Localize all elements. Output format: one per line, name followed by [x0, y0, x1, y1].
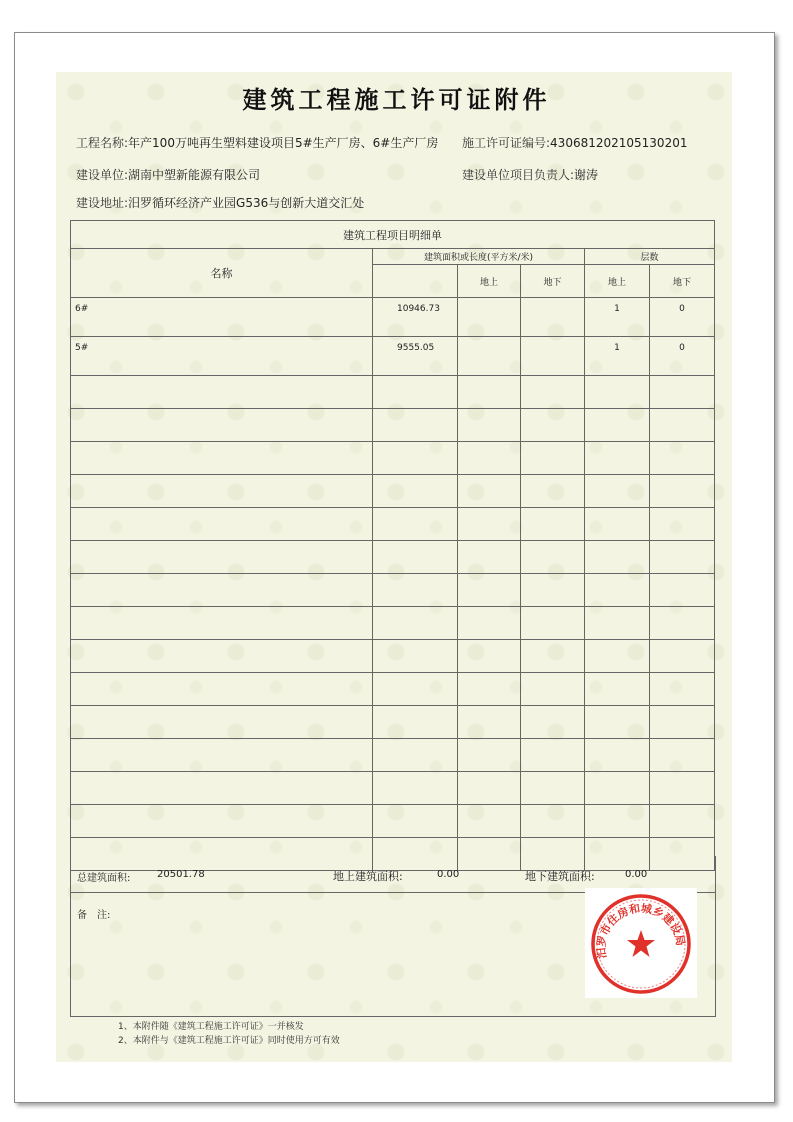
- row-floors-above-cell: [585, 706, 650, 739]
- row-floors-above-cell: 1: [585, 337, 650, 376]
- row-floors-below-cell: [650, 772, 715, 805]
- table-row: [71, 376, 715, 409]
- project-manager-label: 建设单位项目负责人:: [462, 168, 575, 182]
- row-area-cell: [373, 706, 458, 739]
- permit-number-line: [462, 134, 687, 151]
- row-area-cell: [373, 607, 458, 640]
- project-name-line: [76, 134, 438, 151]
- row-floors-below-cell: [650, 475, 715, 508]
- row-area-above-cell: [458, 739, 521, 772]
- row-area-below-cell: [521, 376, 585, 409]
- row-area-above-cell: [458, 673, 521, 706]
- row-area-below-cell: [521, 739, 585, 772]
- table-row: [71, 772, 715, 805]
- column-area-below-header: 地下: [521, 265, 585, 298]
- address-label: 建设地址:: [76, 196, 129, 210]
- total-area-label: 总建筑面积:: [77, 873, 131, 884]
- row-area-above-cell: [458, 772, 521, 805]
- row-name-cell: 5#: [71, 337, 373, 376]
- row-name-cell: [71, 739, 373, 772]
- below-area-value: 0.00: [625, 869, 648, 880]
- row-floors-above-cell: [585, 805, 650, 838]
- row-area-above-cell: [458, 640, 521, 673]
- row-name-cell: [71, 376, 373, 409]
- row-floors-below-cell: 0: [650, 298, 715, 337]
- row-floors-above-cell: [585, 409, 650, 442]
- column-floors-header: 层数: [585, 249, 715, 265]
- seal-text: 汨罗市住房和城乡建设局: [594, 901, 688, 960]
- row-area-above-cell: [458, 376, 521, 409]
- row-floors-above-cell: [585, 673, 650, 706]
- row-floors-above-cell: [585, 607, 650, 640]
- row-floors-above-cell: [585, 442, 650, 475]
- above-area-value: 0.00: [437, 869, 460, 880]
- row-floors-below-cell: [650, 574, 715, 607]
- row-area-below-cell: [521, 805, 585, 838]
- table-row: [71, 298, 715, 337]
- row-floors-below-cell: [650, 541, 715, 574]
- row-name-cell: [71, 475, 373, 508]
- row-floors-above-cell: [585, 772, 650, 805]
- row-name-cell: [71, 706, 373, 739]
- permit-number-value: 430681202105130201: [550, 136, 688, 150]
- row-area-above-cell: [458, 541, 521, 574]
- row-area-above-cell: [458, 298, 521, 337]
- row-name-cell: [71, 607, 373, 640]
- project-detail-table: [70, 220, 715, 871]
- table-row: [71, 541, 715, 574]
- row-floors-below-cell: [650, 805, 715, 838]
- total-area-value: 20501.78: [157, 869, 205, 880]
- row-area-below-cell: [521, 640, 585, 673]
- construction-unit-value: 湖南中塑新能源有限公司: [128, 168, 261, 182]
- row-floors-above-cell: 1: [585, 298, 650, 337]
- project-name-value: 年产100万吨再生塑料建设项目5#生产厂房、6#生产厂房: [128, 136, 439, 150]
- row-area-below-cell: [521, 337, 585, 376]
- row-name-cell: [71, 673, 373, 706]
- row-area-above-cell: [458, 706, 521, 739]
- column-floors-above-header: 地上: [585, 265, 650, 298]
- row-area-above-cell: [458, 508, 521, 541]
- table-row: [71, 640, 715, 673]
- row-floors-above-cell: [585, 739, 650, 772]
- row-floors-below-cell: [650, 508, 715, 541]
- table-row: [71, 442, 715, 475]
- table-row: [71, 805, 715, 838]
- row-floors-above-cell: [585, 541, 650, 574]
- row-area-below-cell: [521, 706, 585, 739]
- row-name-cell: [71, 442, 373, 475]
- row-name-cell: [71, 805, 373, 838]
- column-area-above-header: 地上: [458, 265, 521, 298]
- project-name-label: 工程名称:: [76, 136, 129, 150]
- row-floors-below-cell: 0: [650, 337, 715, 376]
- page-title: 建筑工程施工许可证附件: [242, 85, 551, 114]
- row-area-cell: [373, 673, 458, 706]
- row-area-above-cell: [458, 337, 521, 376]
- row-area-below-cell: [521, 673, 585, 706]
- row-area-below-cell: [521, 772, 585, 805]
- column-name-header: 名称: [71, 249, 373, 298]
- row-name-cell: 6#: [71, 298, 373, 337]
- project-manager-value: 谢涛: [574, 168, 599, 182]
- row-name-cell: [71, 640, 373, 673]
- row-area-below-cell: [521, 475, 585, 508]
- column-floors-below-header: 地下: [650, 265, 715, 298]
- table-row: [71, 574, 715, 607]
- row-area-above-cell: [458, 607, 521, 640]
- construction-unit-label: 建设单位:: [76, 168, 129, 182]
- row-floors-below-cell: [650, 409, 715, 442]
- below-area-label: 地下建筑面积:: [525, 870, 595, 883]
- table-caption: 建筑工程项目明细单: [71, 221, 715, 249]
- row-area-below-cell: [521, 574, 585, 607]
- row-area-above-cell: [458, 475, 521, 508]
- row-name-cell: [71, 541, 373, 574]
- row-floors-below-cell: [650, 673, 715, 706]
- row-floors-below-cell: [650, 640, 715, 673]
- row-area-cell: [373, 442, 458, 475]
- table-body: [71, 298, 715, 871]
- table-row: [71, 739, 715, 772]
- row-name-cell: [71, 508, 373, 541]
- row-floors-above-cell: [585, 475, 650, 508]
- address-line: [76, 194, 364, 211]
- row-area-cell: [373, 376, 458, 409]
- row-area-cell: [373, 640, 458, 673]
- row-area-above-cell: [458, 805, 521, 838]
- row-floors-below-cell: [650, 706, 715, 739]
- row-floors-above-cell: [585, 574, 650, 607]
- row-area-above-cell: [458, 409, 521, 442]
- row-area-cell: [373, 409, 458, 442]
- row-area-above-cell: [458, 574, 521, 607]
- table-row: [71, 706, 715, 739]
- row-name-cell: [71, 574, 373, 607]
- row-area-cell: [373, 475, 458, 508]
- row-area-cell: [373, 805, 458, 838]
- row-area-below-cell: [521, 508, 585, 541]
- row-floors-below-cell: [650, 442, 715, 475]
- address-value: 汨罗循环经济产业园G536与创新大道交汇处: [128, 196, 365, 210]
- construction-unit-line: [76, 166, 260, 183]
- table-row: [71, 337, 715, 376]
- row-area-above-cell: [458, 442, 521, 475]
- row-area-below-cell: [521, 409, 585, 442]
- permit-number-label: 施工许可证编号:: [462, 136, 551, 150]
- row-floors-above-cell: [585, 376, 650, 409]
- row-floors-below-cell: [650, 376, 715, 409]
- row-floors-above-cell: [585, 508, 650, 541]
- table-row: [71, 475, 715, 508]
- row-floors-below-cell: [650, 739, 715, 772]
- row-area-cell: [373, 574, 458, 607]
- table-row: [71, 508, 715, 541]
- table-row: [71, 409, 715, 442]
- row-area-cell: 9555.05: [373, 337, 458, 376]
- footnote-2: 2、本附件与《建筑工程施工许可证》同时使用方可有效: [118, 1036, 340, 1046]
- row-area-cell: [373, 508, 458, 541]
- row-area-cell: [373, 772, 458, 805]
- row-name-cell: [71, 409, 373, 442]
- row-floors-above-cell: [585, 640, 650, 673]
- row-area-cell: 10946.73: [373, 298, 458, 337]
- column-area-total-header: [373, 265, 458, 298]
- row-area-below-cell: [521, 298, 585, 337]
- column-area-header: 建筑面积或长度(平方米/米): [373, 249, 585, 265]
- table-row: [71, 673, 715, 706]
- row-area-cell: [373, 739, 458, 772]
- row-area-below-cell: [521, 607, 585, 640]
- footnotes: [118, 1020, 340, 1048]
- row-area-below-cell: [521, 442, 585, 475]
- row-floors-below-cell: [650, 607, 715, 640]
- footnote-1: 1、本附件随《建筑工程施工许可证》一并核发: [118, 1022, 304, 1032]
- row-name-cell: [71, 772, 373, 805]
- project-manager-line: [462, 166, 598, 183]
- official-seal: [585, 888, 697, 998]
- row-area-cell: [373, 541, 458, 574]
- above-area-label: 地上建筑面积:: [333, 870, 403, 883]
- row-area-below-cell: [521, 541, 585, 574]
- table-row: [71, 607, 715, 640]
- remarks-label: 备 注:: [77, 910, 111, 921]
